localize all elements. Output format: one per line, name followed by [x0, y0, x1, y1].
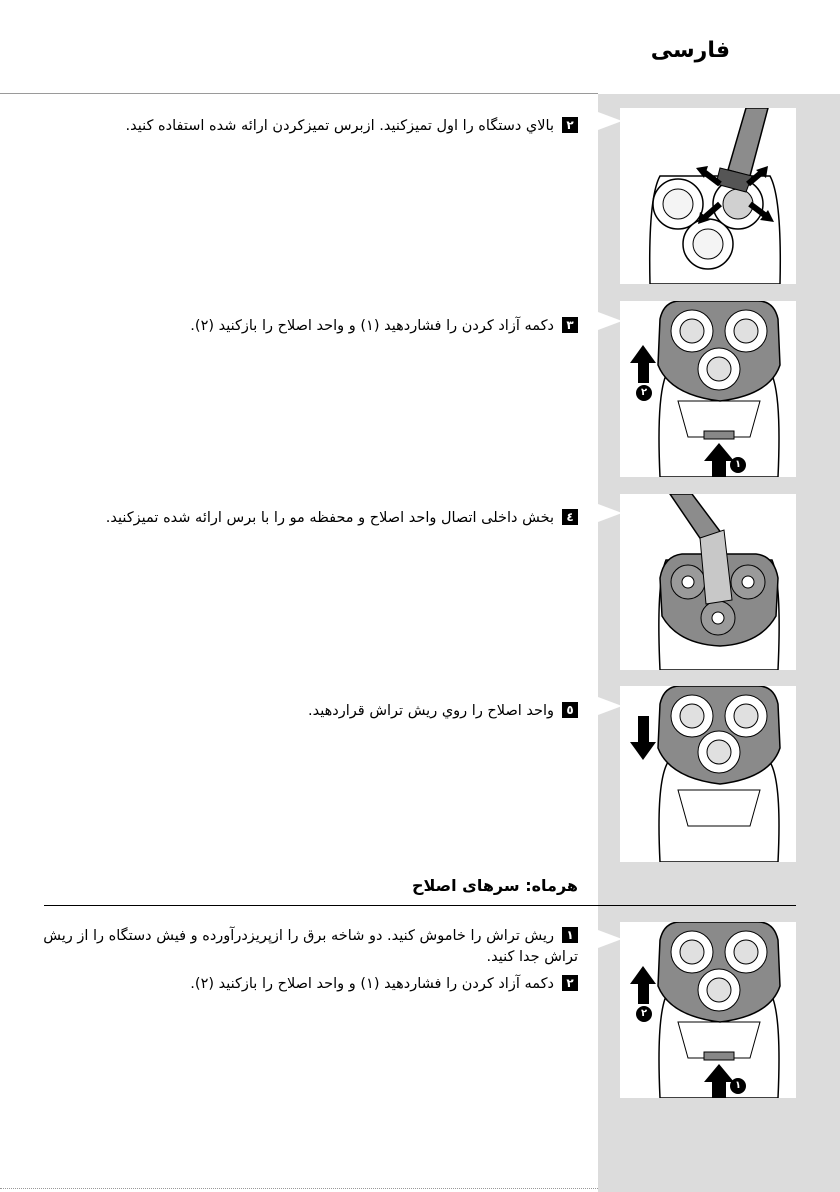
step-number: ٣ — [562, 317, 578, 333]
step-text: بالاي دستگاه را اول تميزكنيد. ازبرس تميزكردن ارائه شده استفاده كنيد. — [125, 118, 554, 134]
illustration-reattach — [620, 686, 796, 862]
step-pointer — [598, 697, 622, 715]
step-text: دكمه آزاد كردن را فشاردهيد (١) و واحد اصلاح را بازكنيد (٢). — [190, 976, 554, 992]
step-clean-inside — [38, 508, 578, 529]
section-title: هرماه: سرهاى اصلاح — [411, 876, 578, 895]
step-number: ٢ — [562, 117, 578, 133]
step-pointer — [598, 930, 622, 948]
step-open-unit-monthly — [38, 974, 578, 995]
step-pointer — [598, 112, 622, 130]
section-rule — [44, 905, 796, 906]
step-number: ٥ — [562, 702, 578, 718]
step-pointer — [598, 312, 622, 330]
step-number: ٢ — [562, 975, 578, 991]
header-rule — [0, 93, 598, 94]
step-reattach-unit — [38, 701, 578, 722]
language-title: فارسی — [650, 38, 730, 63]
callout-lift: ٢ — [636, 385, 652, 401]
step-open-unit — [38, 316, 578, 337]
callout-lift: ٢ — [636, 1006, 652, 1022]
step-text: ريش تراش را خاموش كنيد. دو شاخه برق را ازپريزدرآورده و فيش دستگاه را از ريش تراش جدا كنيد. — [43, 928, 578, 965]
illustration-brush-top — [620, 108, 796, 284]
step-switch-off — [38, 926, 578, 968]
illustration-open-unit-monthly — [620, 922, 796, 1098]
step-pointer — [598, 504, 622, 522]
footer-rule — [0, 1188, 598, 1189]
illustration-brush-inside — [620, 494, 796, 670]
step-text: دكمه آزاد كردن را فشاردهيد (١) و واحد اصلاح را بازكنيد (٢). — [190, 318, 554, 334]
step-text: بخش داخلى اتصال واحد اصلاح و محفظه مو را با برس ارائه شده تميزكنيد. — [105, 510, 554, 526]
illustration-open-unit — [620, 301, 796, 477]
step-clean-top — [38, 116, 578, 137]
step-number: ٤ — [562, 509, 578, 525]
callout-release: ١ — [730, 457, 746, 473]
step-number: ١ — [562, 927, 578, 943]
step-text: واحد اصلاح را روي ريش تراش قراردهيد. — [308, 703, 554, 719]
callout-release: ١ — [730, 1078, 746, 1094]
